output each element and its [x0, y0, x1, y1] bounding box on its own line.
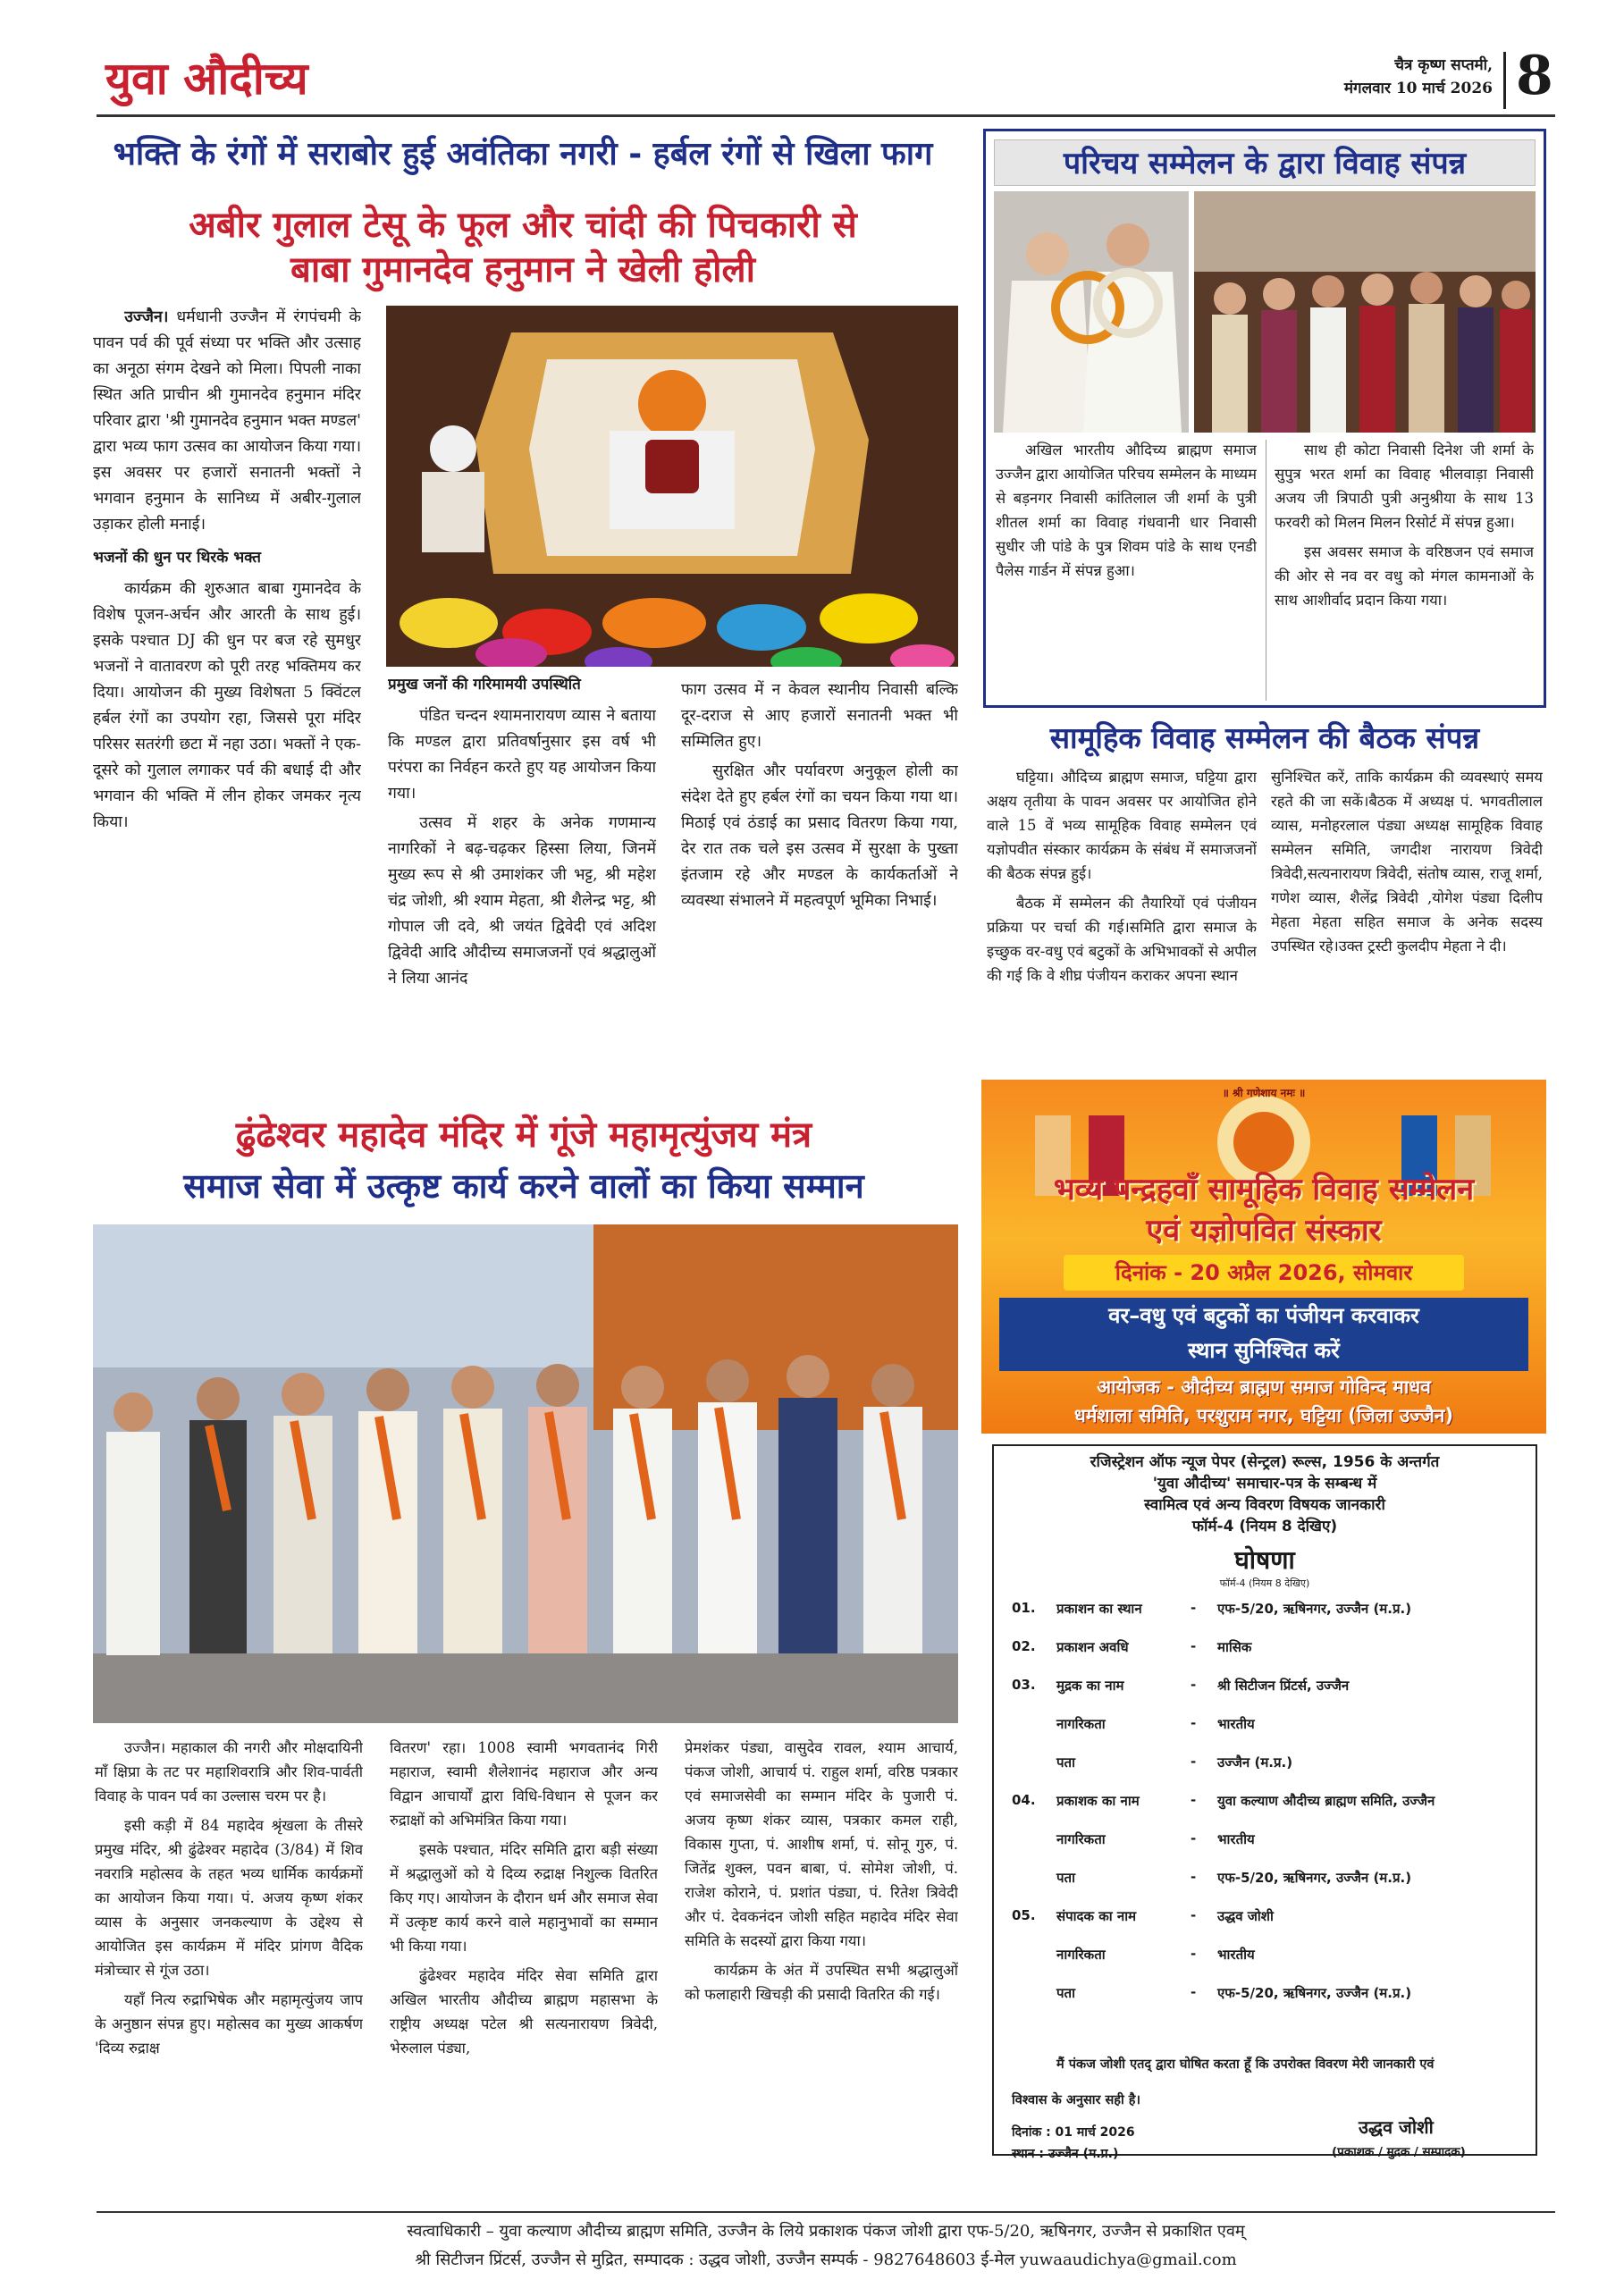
holi-kicker: भक्ति के रंगों में सराबोर हुई अवंतिका नगरी - हर्बल रंगों से खिला फाग: [113, 136, 933, 172]
marriage-photo-2-illustration: [1194, 191, 1536, 433]
holi-headline-line1: अबीर गुलाल टेसू के फूल और चांदी की पिचकारी से: [189, 205, 857, 246]
marriage-photo-1-illustration: [994, 191, 1189, 433]
meeting-column-2: [1271, 765, 1543, 1069]
marriage-col2-p2: इस अवसर समाज के वरिष्ठजन एवं समाज की ओर से नव वर वधु को मंगल कामनाओं के साथ आशीर्वाद प्रदान किया गया।: [1275, 543, 1534, 609]
temple-headline-line2: समाज सेवा में उत्कृष्ट कार्य करने वालों का किया सम्मान: [183, 1166, 864, 1206]
advert-date: दिनांक - 20 अप्रैल 2026, सोमवार: [1064, 1255, 1464, 1291]
issue-date: [1269, 54, 1493, 100]
holi-column-1: [93, 304, 361, 1072]
advert-title-line1: भव्य पन्द्रहवाँ सामूहिक विवाह सम्मेलन: [1053, 1172, 1475, 1207]
holi-column-3: [681, 677, 958, 1072]
temple-col2-p2: इसके पश्चात, मंदिर समिति द्वारा बड़ी संख्या में श्रद्धालुओं को ये दिव्य रुद्राक्ष निशुल्क वितरित किए गए। आयोजन के दौरान धर्म और समाज सेवा में उत्कृष्ट कार्य करने वाले महानुभावों का सम्मान भी किया गया।: [390, 1841, 658, 1955]
declaration-title: घोषणा: [1234, 1545, 1295, 1575]
holi-col1-p1: धर्मधानी उज्जैन में रंगपंचमी के पावन पर्व की पूर्व संध्या पर भक्ति और उत्साह का अनूठा संगम देखने को मिला। पिपली नाका स्थित अति प्राचीन श्री गुमानदेव हनुमान मंदिर परिवार द्वारा 'श्री गुमानदेव हनुमान भक्त मण्डल' द्वारा भव्य फाग उत्सव का आयोजन किया गया। इस अवसर पर हजारों सनातनी भक्तों ने भगवान हनुमान के सानिध्य में अबीर-गुलाल उड़ाकर होली मनाई।: [93, 308, 361, 534]
marriage-col2-p1: साथ ही कोटा निवासी दिनेश जी शर्मा के सुपुत्र भरत शर्मा का विवाह भीलवाड़ा निवासी अजय जी त्रिपाठी पुत्री अनुश्रीया के साथ 13 फरवरी को मिलन मिलन रिसोर्ट में संपन्न हुआ।: [1275, 442, 1534, 531]
page-number-divider: [1503, 52, 1506, 109]
marriage-column-1: [996, 438, 1257, 702]
temple-column-2: [390, 1736, 658, 2156]
temple-column-1: [95, 1736, 363, 2156]
marriage-col1: अखिल भारतीय औदिच्य ब्राह्मण समाज उज्जैन द्वारा आयोजित परिचय सम्मेलन के माध्यम से बड़नगर निवासी कांतिलाल जी शर्मा के पुत्री शीतल शर्मा का विवाह गंधवानी धार निवासी सुधीर जी पांडे के पुत्र शिवम पांडे के साथ एनडी पैलेस गार्डन में संपन्न हुआ।: [996, 442, 1257, 579]
declaration-statement: [1012, 2047, 1521, 2118]
meeting-col1-p1: घट्टिया। औदिच्य ब्राह्मण समाज, घट्टिया द्वारा अक्षय तृतीया के पावन अवसर पर आयोजित होने वाले 15 वें भव्य सामूहिक विवाह सम्मेलन एवं यज्ञोपवीत संस्कार कार्यक्रम के संबंध में समाजजनों की बैठक संपन्न हुई।: [987, 769, 1257, 882]
issue-date-line2: मंगलवार 10 मार्च 2026: [1343, 80, 1493, 97]
declaration-date: दिनांक : 01 मार्च 2026: [1012, 2125, 1135, 2140]
issue-date-line1: चैत्र कृष्ण सप्तमी,: [1394, 56, 1493, 74]
meeting-col2-p1: सुनिश्चित करें, ताकि कार्यक्रम की व्यवस्थाएं समय रहते की जा सकें।बैठक में अध्यक्ष पं. भगवतीलाल व्यास, मनोहरलाल पंड्या अध्यक्ष सामूहिक विवाह सम्मेलन समिति, जगदीश नारायण त्रिवेदी त्रिवेदी,सत्यनारायण त्रिवेदी, संतोष व्यास, राजू शर्मा, गणेश व्यास, शैलेंद्र त्रिवेदी ,योगेश पंड्या दिलीप मेहता मेहता सहित समाज के अनेक सदस्य उपस्थित रहे।उक्त ट्रस्टी कुलदीप मेहता ने दी।: [1271, 769, 1543, 955]
holi-col2-p2: उत्सव में शहर के अनेक गणमान्य नागरिकों ने बढ़-चढ़कर हिस्सा लिया, जिनमें मुख्य रूप से श्री उमाशंकर जी भट्ट, श्री महेश चंद्र जोशी, श्री श्याम मेहता, श्री शैलेन्द्र भट्ट, श्री गोपाल जी दवे, श्री जयंत द्विवेदी एवं अदिश द्विवेदी आदि औदीच्य समाजजनों एवं श्रद्धालुओं ने लिया आनंद: [388, 814, 656, 988]
temple-col3-p2: कार्यक्रम के अंत में उपस्थित सभी श्रद्धालुओं को फलाहारी खिचड़ी की प्रसादी वितरित की गई।: [685, 1962, 958, 2003]
meeting-col1-p2: बैठक में सम्मेलन की तैयारियों एवं पंजीयन प्रक्रिया पर चर्चा की गई।समिति द्वारा समाज के इच्छुक वर-वधु एवं बटुकों के अभिभावकों से अपील की गई कि वे शीघ्र पंजीयन कराकर अपना स्थान: [987, 895, 1257, 984]
temple-col1-p3: यहाँ नित्य रुद्राभिषेक और महामृत्युंजय जाप के अनुष्ठान संपन्न हुए। महोत्सव का मुख्य आकर्षण 'दिव्य रुद्राक्ष: [95, 1991, 363, 2057]
declaration-intro-line3: स्वामित्व एवं अन्य विवरण विषयक जानकारी: [1144, 1496, 1385, 1514]
holi-subhead-presence: प्रमुख जनों की गरिमामयी उपस्थिति: [388, 676, 581, 694]
marriage-column-2: [1275, 438, 1534, 702]
temple-photo: [93, 1224, 958, 1723]
declaration-subtitle: फॉर्म-4 (नियम 8 देखिए): [1219, 1577, 1310, 1589]
meeting-title: सामूहिक विवाह सम्मेलन की बैठक संपन्न: [1049, 720, 1480, 755]
page-number: 8: [1516, 45, 1553, 107]
masthead-brand: युवा औदीच्य: [105, 52, 308, 105]
advert-title-line2: एवं यज्ञोपवित संस्कार: [1146, 1213, 1382, 1249]
declaration-intro-line1: रजिस्ट्रेशन ऑफ न्यूज पेपर (सेन्ट्रल) रूल्स, 1956 के अन्तर्गत: [1090, 1453, 1440, 1471]
footer-line1: स्वत्वाधिकारी – युवा कल्याण औदीच्य ब्राह्मण समिति, उज्जैन के लिये प्रकाशक पंकज जोशी द्वारा एफ-5/20, ऋषिनगर, उज्जैन से प्रकाशित एवम्: [407, 2222, 1245, 2241]
holi-col3-p1: फाग उत्सव में न केवल स्थानीय निवासी बल्कि दूर-दराज से आए हजारों सनातनी भक्त भी सम्मिलित हुए।: [681, 681, 958, 751]
holi-subhead-bhajan: भजनों की धुन पर थिरके भक्त: [93, 549, 261, 567]
holi-col3-p2: सुरक्षित और पर्यावरण अनुकूल होली का संदेश देते हुए हर्बल रंगों का चयन किया गया था। मिठाई एवं ठंडाई का प्रसाद वितरण किया गया, देर रात तक चले इस उत्सव में सुरक्षा के पुख्ता इंतजाम रहे और मण्डल के कार्यकर्ताओं ने व्यवस्था संभालने में महत्वपूर्ण भूमिका निभाई।: [681, 762, 958, 910]
temple-photo-illustration: [93, 1224, 958, 1723]
holi-col1-p2: कार्यक्रम की शुरुआत बाबा गुमानदेव के विशेष पूजन-अर्चन और आरती के साथ हुई। इसके पश्चात DJ की धुन पर बज रहे सुमधुर भजनों ने वातावरण को पूरी तरह भक्तिमय कर दिया। आयोजन की मुख्य विशेषता 5 क्विंटल हर्बल रंगों का उपयोग रहा, जिससे पूरा मंदिर परिसर सतरंगी छटा में नहा उठा। भक्तों ने एक-दूसरे को गुलाल लगाकर पर्व की बधाई दी और भगवान की भक्ति में लीन होकर जमकर नृत्य किया।: [93, 580, 361, 831]
meeting-column-1: [987, 765, 1257, 1069]
temple-col2-p1: वितरण' रहा। 1008 स्वामी भगवतानंद गिरी महाराज, स्वामी शैलेशानंद महाराज और अन्य विद्वान आचार्यों द्वारा विधि-विधान से पूजन कर रुद्राक्षों को अभिमंत्रित किया गया।: [390, 1739, 658, 1829]
temple-col1-p1: उज्जैन। महाकाल की नगरी और मोक्षदायिनी माँ क्षिप्रा के तट पर महाशिवरात्रि और शिव-पार्वती विवाह के पावन पर्व का उल्लास चरम पर है।: [95, 1739, 363, 1804]
declaration-signatory: उद्धव जोशी: [1359, 2116, 1434, 2138]
holi-headline-line2: बाबा गुमानदेव हनुमान ने खेली होली: [290, 249, 755, 290]
marriage-photo-2: [1194, 191, 1536, 433]
advert-call-line1: वर–वधु एवं बटुकों का पंजीयन करवाकर: [1108, 1303, 1419, 1328]
advert-box: [981, 1080, 1546, 1434]
declaration-place: स्थान : उज्जैन (म.प्र.): [1012, 2147, 1119, 2161]
holi-photo-illustration: [386, 306, 958, 667]
advert-organizer-line2: धर्मशाला समिति, परशुराम नगर, घट्टिया (जिला उज्जैन): [1073, 1405, 1454, 1426]
advert-top-text: ॥ श्री गणेशाय नमः ॥: [1222, 1087, 1306, 1099]
declaration-table: 01. प्रकाशन का स्थान - एफ-5/20, ऋषिनगर, उज्जैन (म.प्र.) 02. प्रकाशन अवधि - मासिक 03. मुद्रक का नाम - श्री सिटीजन प्रिंटर्स, उज्जैन नागरिकता - भारतीय पता - उज्जैन (म.प्र.) 04. प्रकाशक का नाम - युवा कल्याण औदीच्य ब्राह्मण समिति, उज्जैन नागरिकता - भारतीय पता - एफ-5/20, ऋषिनगर, उज्जैन (म.प्र.) 05. संपादक का नाम - उद्धव जोशी नागरिकता - भारतीय पता - एफ-5/20, ऋषिनगर, उज्जैन (म.प्र.): [1012, 1600, 1435, 2001]
marriage-title: परिचय सम्मेलन के द्वारा विवाह संपन्न: [994, 139, 1536, 186]
holi-dateline: उज्जैन।: [124, 307, 169, 326]
holi-col2-p1: पंडित चन्दन श्यामनारायण व्यास ने बताया कि मण्डल द्वारा प्रतिवर्षानुसार इस वर्ष भी परंपरा का निर्वहन करते हुए यह आयोजन किया गया।: [388, 707, 656, 803]
declaration-statement-line2: विश्वास के अनुसार सही है।: [1012, 2093, 1140, 2107]
temple-col1-p2: इसी कड़ी में 84 महादेव श्रृंखला के तीसरे प्रमुख मंदिर, श्री ढुंढेश्वर महादेव (3/84) में शिव नवरात्रि महोत्सव के तहत भव्य धार्मिक कार्यक्रमों का आयोजन किया गया। पं. अजय कृष्ण शंकर व्यास के अनुसार जनकल्याण के उद्देश्य से आयोजित इस कार्यक्रम में मंदिर प्रांगण वैदिक मंत्रोच्चार से गूंज उठा।: [95, 1817, 363, 1979]
temple-col3-p1: प्रेमशंकर पंड्या, वासुदेव रावल, श्याम आचार्य, पंकज जोशी, आचार्य पं. राहुल शर्मा, वरिष्ठ पत्रकार एवं समाजसेवी का सम्मान मंदिर के पुजारी पं. अजय कृष्ण शंकर व्यास, पत्रकार कमल राही, विकास गुप्ता, पं. आशीष शर्मा, पं. सोनू गुरु, पं. जितेंद्र शुक्ल, पवन बाबा, पं. सोमेश जोशी, पं. राजेश कोराने, पं. प्रशांत पंड्या, पं. रितेश त्रिवेदी और पं. देवकनंदन जोशी सहित महादेव मंदिर सेवा समिति के सदस्यों द्वारा किया गया।: [685, 1739, 958, 1949]
declaration-signatory-role: (प्रकाशक / मुद्रक / सम्पादक): [1332, 2145, 1466, 2159]
holi-photo: [386, 306, 958, 667]
footer-line2: श्री सिटीजन प्रिंटर्स, उज्जैन से मुद्रित, सम्पादक : उद्धव जोशी, उज्जैन सम्पर्क - 9827648603 ई-मेल yuwaaudichya@gmail.com: [415, 2250, 1237, 2269]
header-rule: [97, 114, 1555, 117]
advert-organizer-line1: आयोजक - औदीच्य ब्राह्मण समाज गोविन्द माधव: [1097, 1376, 1431, 1398]
declaration-intro-line4: फॉर्म-4 (नियम 8 देखिए): [1191, 1518, 1338, 1535]
marriage-photo-1: [994, 191, 1189, 433]
temple-column-3: [685, 1736, 958, 2156]
declaration-statement-line1: मैं पंकज जोशी एतद् द्वारा घोषित करता हूँ कि उपरोक्त विवरण मेरी जानकारी एवं: [1056, 2057, 1435, 2072]
declaration-intro: [994, 1451, 1536, 1537]
holi-column-2: [388, 672, 656, 1072]
advert-call-box: [999, 1298, 1528, 1371]
advert-call-line2: स्थान सुनिश्चित करें: [1188, 1338, 1340, 1363]
temple-headline-line1: ढुंढेश्वर महादेव मंदिर में गूंजे महामृत्युंजय मंत्र: [235, 1115, 812, 1156]
declaration-intro-line2: 'युवा औदीच्य' समाचार-पत्र के सम्बन्ध में: [1152, 1475, 1377, 1493]
footer-rule: [97, 2211, 1555, 2213]
temple-col2-p3: ढुंढेश्वर महादेव मंदिर सेवा समिति द्वारा अखिल भारतीय औदीच्य ब्राह्मण महासभा के राष्ट्रीय अध्यक्ष पटेल श्री सत्यनारायण त्रिवेदी, भेरुलाल पंड्या,: [390, 1967, 658, 2057]
